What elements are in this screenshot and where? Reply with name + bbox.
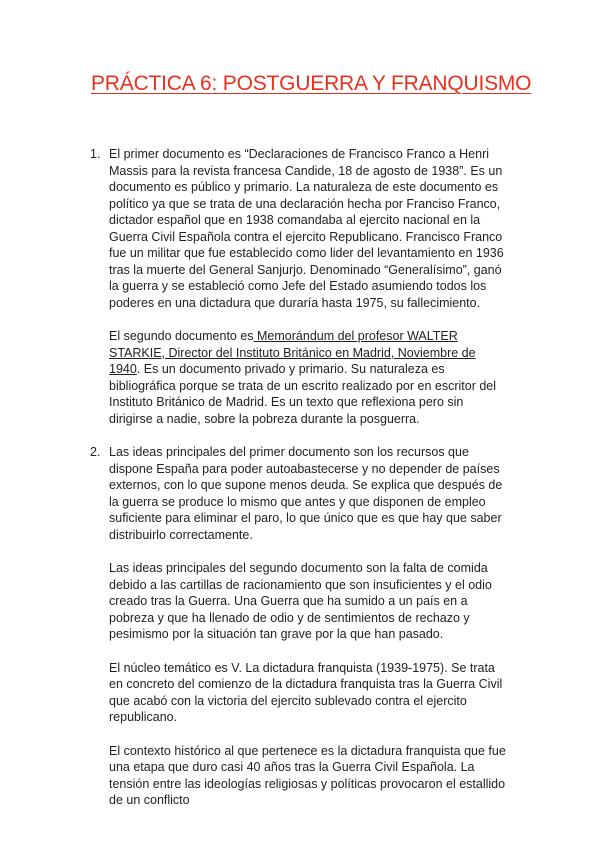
- paragraph-text: . Es un documento privado y primario. Su naturaleza es bibliográfica porque se trata de un escrito realizado por en escritor del Instituto Británico de Madrid. Es un texto que reflexiona pero sin dirigirse a nadie, sobre la pobreza durante la posguerra.: [109, 362, 497, 426]
- document-reference: Memorándum del profesor WALTER STARKIE, Director del Instituto Británico en Madrid, Noviembre de 1940: [109, 329, 476, 376]
- paragraph: Las ideas principales del primer documento son los recursos que dispone España para poder autoabastecerse y no depender de países externos, con lo que supone menos deuda. Se explica que después de la guerra se produce lo mismo que antes y que disponen de empleo suficiente para eliminar el paro, lo que único que es que hay que saber distribuirlo correctamente.: [109, 445, 503, 542]
- item-body: [109, 444, 510, 809]
- paragraph: El contexto histórico al que pertenece es la dictadura franquista que fue una etapa que duro casi 40 años tras la Guerra Civil Española. La tensión entre las ideologías religiosas y políticas provocaron el estallido de un conflicto: [109, 743, 506, 807]
- paragraph: [109, 328, 510, 427]
- paragraph-text: El segundo documento es: [109, 329, 254, 343]
- list-item: [90, 146, 510, 444]
- paragraph: El primer documento es “Declaraciones de Francisco Franco a Henri Massis para la revista francesa Candide, 18 de agosto de 1938”. Es un documento es público y primario. La naturaleza de este documento es político ya que se trata de una declaración hecha por Franciso Franco, dictador español que en 1938 comandaba al ejercito nacional en la Guerra Civil Española contra el ejercito Republicano. Francisco Franco fue un militar que fue establecido como lider del levantamiento en 1936 tras la muerte del General Sanjurjo. Denominado “Generalísimo”, ganó la guerra y se estableció como Jefe del Estado asumiendo todos los poderes en una dictadura que duraría hasta 1975, su fallecimiento.: [109, 147, 504, 310]
- item-body: [109, 146, 510, 427]
- paragraph: El núcleo temático es V. La dictadura franquista (1939-1975). Se trata en concreto del comienzo de la dictadura franquista tras la Guerra Civil que acabó con la victoria del ejercito sublevado contra el ejercito republicano.: [109, 660, 503, 724]
- paragraph: Las ideas principales del segundo documento son la falta de comida debido a las cartillas de racionamiento que son insuficientes y el odio creado tras la Guerra. Una Guerra que ha sumido a un país en a pobreza y que ha llenado de odio y de sentimientos de rechazo y pesimismo por la situación tan grave por la que han pasado.: [109, 561, 492, 641]
- page-title: PRÁCTICA 6: POSTGUERRA Y FRANQUISMO: [91, 72, 532, 95]
- item-number: 1.: [90, 147, 101, 161]
- list-item: [90, 444, 510, 826]
- item-number: 2.: [90, 445, 101, 459]
